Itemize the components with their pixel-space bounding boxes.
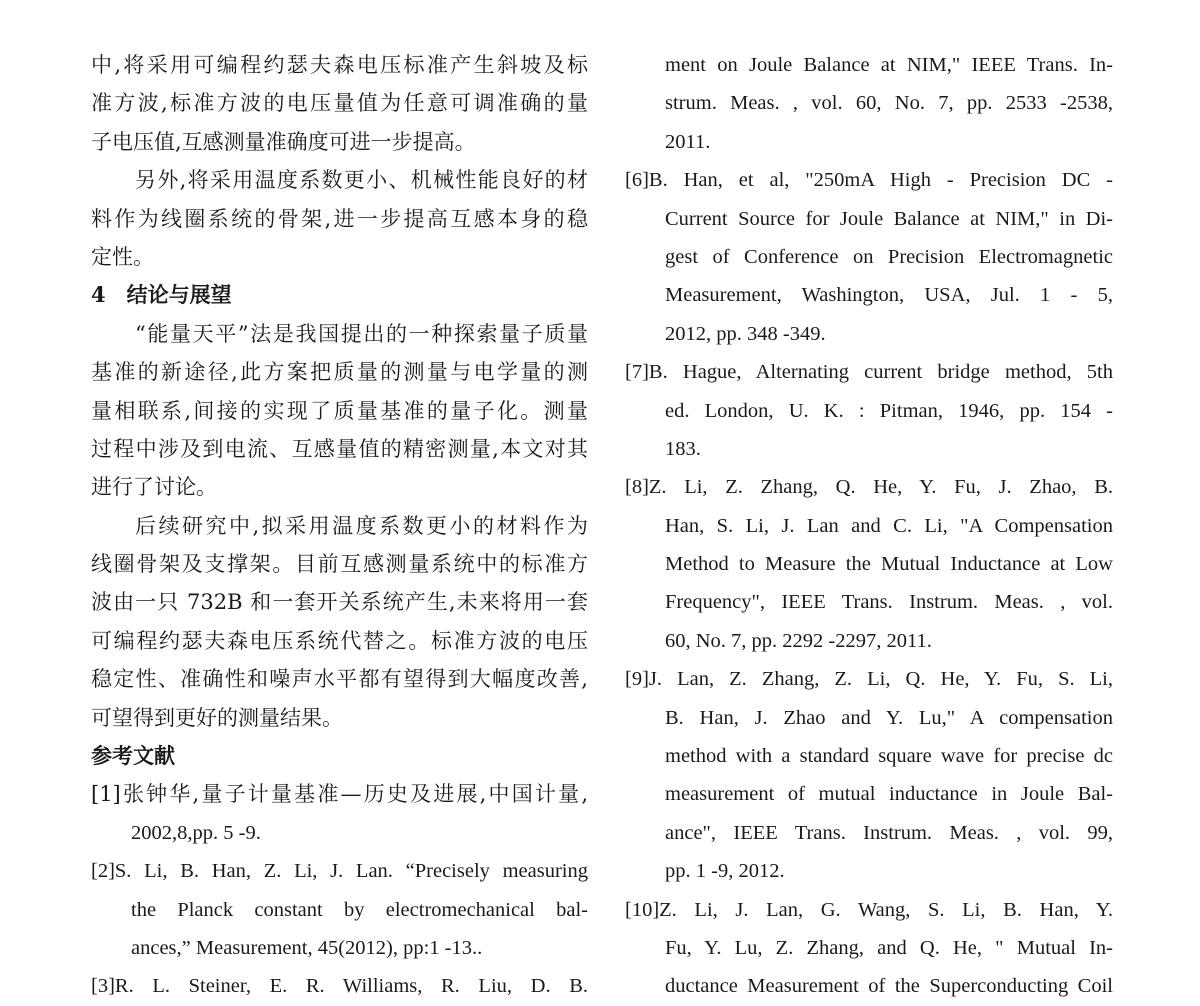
text-line: 料作为线圈系统的骨架,进一步提高互感本身的稳 (91, 206, 588, 231)
text-line: 子电压值,互感测量准确度可进一步提高。 (91, 129, 476, 154)
reference-line: Method to Measure the Mutual Inductance at Low (665, 553, 1113, 576)
reference-line: [8]Z. Li, Z. Zhang, Q. He, Y. Fu, J. Zhao, B. (625, 476, 1113, 499)
reference-line: Fu, Y. Lu, Z. Zhang, and Q. He, " Mutual In- (665, 936, 1113, 959)
reference-line: [6]B. Han, et al, "250mA High - Precision DC - (625, 169, 1113, 192)
text-line: 线圈骨架及支撑架。目前互感测量系统中的标准方 (91, 552, 588, 577)
reference-line: ed. London, U. K. : Pitman, 1946, pp. 154 - (665, 399, 1113, 422)
reference-line: 2002,8,pp. 5 -9. (131, 821, 261, 844)
reference-line: [3]R. L. Steiner, E. R. Williams, R. Liu, D. B. (91, 975, 588, 998)
paragraph-future-work (91, 46, 588, 161)
text-line: 基准的新途径,此方案把质量的测量与电学量的测 (91, 360, 588, 385)
reference-line: [10]Z. Li, J. Lan, G. Wang, S. Li, B. Han, Y. (625, 898, 1113, 921)
text-line: 后续研究中,拟采用温度系数更小的材料作为 (135, 513, 588, 538)
section-heading: 4 结论与展望 (91, 282, 232, 308)
text-line: 进行了讨论。 (91, 475, 217, 500)
reference-7 (625, 353, 1113, 468)
reference-line: pp. 1 -9, 2012. (665, 860, 785, 883)
text-line: 另外,将采用温度系数更小、机械性能良好的材 (135, 168, 588, 193)
reference-line: ductance Measurement of the Superconducting Coil (665, 975, 1113, 998)
text-line: 过程中涉及到电流、互感量值的精密测量,本文对其 (91, 436, 588, 461)
reference-line: Han, S. Li, J. Lan and C. Li, "A Compensation (665, 514, 1113, 537)
text-line: 可望得到更好的测量结果。 (91, 705, 343, 730)
reference-line: Measurement, Washington, USA, Jul. 1 - 5, (665, 284, 1113, 307)
reference-line: B. Han, J. Zhao and Y. Lu," A compensation (665, 706, 1113, 729)
left-column (91, 46, 588, 1006)
reference-line: method with a standard square wave for precise dc (665, 745, 1113, 768)
paragraph-material (91, 161, 588, 276)
reference-line: [1]张钟华,量子计量基准—历史及进展,中国计量, (91, 782, 588, 807)
reference-line: measurement of mutual inductance in Joule Bal- (665, 783, 1113, 806)
reference-list-left (91, 775, 588, 1005)
reference-line: 60, No. 7, pp. 2292 -2297, 2011. (665, 629, 932, 652)
reference-line: the Planck constant by electromechanical bal- (131, 898, 588, 921)
reference-line: [7]B. Hague, Alternating current bridge method, 5th (625, 361, 1113, 384)
reference-line: ment on Joule Balance at NIM," IEEE Trans. In- (665, 54, 1113, 76)
reference-line: [2]S. Li, B. Han, Z. Li, J. Lan. “Precisely measuring (91, 860, 588, 883)
text-line: 中,将采用可编程约瑟夫森电压标准产生斜坡及标 (91, 53, 588, 77)
reference-2 (91, 852, 588, 967)
reference-8 (625, 468, 1113, 660)
reference-line: ance", IEEE Trans. Instrum. Meas. , vol. 99, (665, 821, 1113, 844)
reference-line: ances,” Measurement, 45(2012), pp:1 -13.. (131, 936, 483, 959)
paragraph-conclusion (91, 315, 588, 507)
text-line: 可编程约瑟夫森电压系统代替之。标准方波的电压 (91, 628, 588, 653)
reference-line: 2012, pp. 348 -349. (665, 322, 826, 345)
text-line: 准方波,标准方波的电压量值为任意可调准确的量 (91, 91, 588, 116)
text-line: 定性。 (91, 244, 154, 269)
reference-3 (91, 967, 588, 1005)
reference-9 (625, 660, 1113, 890)
paragraph-outlook (91, 507, 588, 737)
reference-10 (625, 891, 1113, 1006)
reference-line: strum. Meas. , vol. 60, No. 7, pp. 2533 -2538, (665, 92, 1113, 115)
right-column (625, 46, 1113, 1006)
reference-line: gest of Conference on Precision Electromagnetic (665, 245, 1113, 268)
text-line: 稳定性、准确性和噪声水平都有望得到大幅度改善, (91, 667, 588, 692)
reference-1 (91, 775, 588, 852)
text-line: 量相联系,间接的实现了质量基准的量子化。测量 (91, 398, 588, 423)
text-line: “能量天平”法是我国提出的一种探索量子质量 (135, 321, 588, 346)
reference-line: [9]J. Lan, Z. Zhang, Z. Li, Q. He, Y. Fu, S. Li, (625, 668, 1113, 691)
reference-5-continued (625, 46, 1113, 161)
reference-6 (625, 161, 1113, 353)
references-heading: 参考文献 (91, 743, 175, 769)
text-line: 波由一只 732B 和一套开关系统产生,未来将用一套 (91, 590, 588, 615)
reference-line: Current Source for Joule Balance at NIM," in Di- (665, 207, 1113, 230)
reference-line: 183. (665, 437, 701, 460)
reference-line: 2011. (665, 130, 711, 153)
reference-line: Frequency", IEEE Trans. Instrum. Meas. , vol. (665, 591, 1113, 614)
